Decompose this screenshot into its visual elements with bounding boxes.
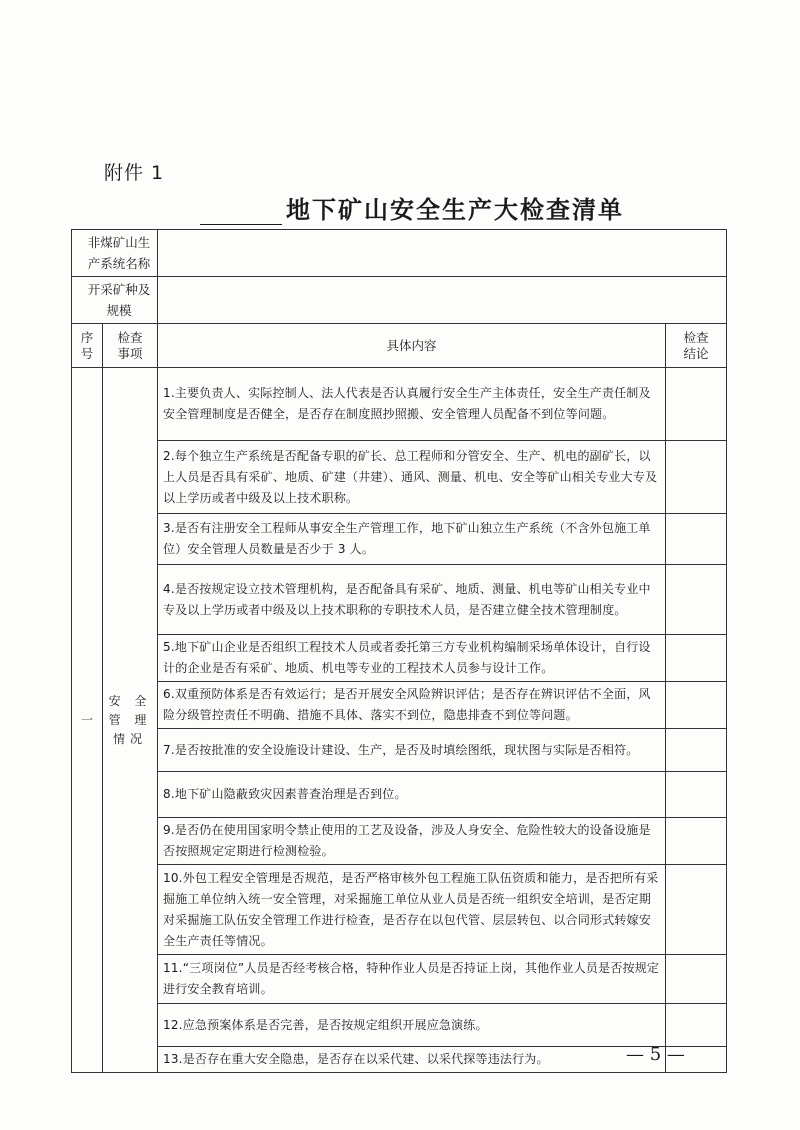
section-category-line3: 情况	[113, 731, 148, 746]
table-row	[72, 772, 727, 818]
title-blank-line	[200, 200, 282, 225]
table-row	[72, 818, 727, 865]
header-item-line2: 事项	[117, 345, 143, 361]
title-row	[200, 190, 624, 225]
section-category	[103, 368, 158, 1073]
header-item	[103, 324, 158, 368]
table-row	[72, 865, 727, 955]
header-conclusion-line2: 结论	[683, 345, 709, 361]
conclusion-cell	[666, 818, 727, 865]
conclusion-cell	[666, 729, 727, 772]
table-row	[72, 514, 727, 565]
header-conclusion-line1: 检查	[683, 329, 709, 345]
check-item: 13.是否存在重大安全隐患，是否存在以采代建、以采代探等违法行为。	[158, 1047, 666, 1073]
table-row	[72, 955, 727, 1004]
conclusion-cell	[666, 955, 727, 1004]
info-value-mineral-scale	[158, 277, 727, 324]
header-content: 具体内容	[158, 324, 666, 368]
conclusion-cell	[666, 441, 727, 514]
info-label-system-name: 非煤矿山生产系统名称	[72, 230, 158, 277]
header-conclusion	[666, 324, 727, 368]
table-row	[72, 441, 727, 514]
header-item-line1: 检查	[117, 329, 143, 345]
conclusion-cell	[666, 514, 727, 565]
info-label-mineral-scale: 开采矿种及规模	[72, 277, 158, 324]
section-category-line2: 管 理	[108, 712, 152, 727]
table-row	[72, 1004, 727, 1047]
header-seq-line1: 序	[80, 329, 94, 345]
check-item: 2.每个独立生产系统是否配备专职的矿长、总工程师和分管安全、生产、机电的副矿长，以上人员是否具有采矿、地质、矿建（井建）、通风、测量、机电、安全等矿山相关专业大专及以上学历或者中级及以上技术职称。	[158, 441, 666, 514]
info-row	[72, 277, 727, 324]
check-item: 12.应急预案体系是否完善，是否按规定组织开展应急演练。	[158, 1004, 666, 1047]
info-row	[72, 230, 727, 277]
check-item: 4.是否按规定设立技术管理机构，是否配备具有采矿、地质、测量、机电等矿山相关专业中专及以上学历或者中级及以上技术职称的专职技术人员，是否建立健全技术管理制度。	[158, 565, 666, 635]
table-row	[72, 565, 727, 635]
check-item: 6.双重预防体系是否有效运行；是否开展安全风险辨识评估；是否存在辨识评估不全面，风险分级管控责任不明确、措施不具体、落实不到位，隐患排查不到位等问题。	[158, 682, 666, 729]
conclusion-cell	[666, 772, 727, 818]
conclusion-cell	[666, 865, 727, 955]
section-category-line1: 安 全	[108, 693, 152, 708]
check-item: 10.外包工程安全管理是否规范，是否严格审核外包工程施工队伍资质和能力，是否把所有采掘施工单位纳入统一安全管理，对采掘施工单位从业人员是否统一组织安全培训，是否定期对采掘施工队伍安全管理工作进行检查，是否存在以包代管、层层转包、以合同形式转嫁安全生产责任等情况。	[158, 865, 666, 955]
check-item: 8.地下矿山隐蔽致灾因素普查治理是否到位。	[158, 772, 666, 818]
section-number: 一	[72, 368, 103, 1073]
table-row	[72, 368, 727, 441]
conclusion-cell	[666, 635, 727, 682]
table-row	[72, 729, 727, 772]
check-item: 7.是否按批准的安全设施设计建设、生产，是否及时填绘图纸，现状图与实际是否相符。	[158, 729, 666, 772]
page-title: 地下矿山安全生产大检查清单	[286, 195, 624, 224]
conclusion-cell	[666, 565, 727, 635]
header-row	[72, 324, 727, 368]
page-number: — 5 —	[626, 1044, 685, 1065]
check-item: 1.主要负责人、实际控制人、法人代表是否认真履行安全生产主体责任，安全生产责任制及安全管理制度是否健全，是否存在制度照抄照搬、安全管理人员配备不到位等问题。	[158, 368, 666, 441]
table-row	[72, 682, 727, 729]
header-seq	[72, 324, 103, 368]
conclusion-cell	[666, 1004, 727, 1047]
check-item: 3.是否有注册安全工程师从事安全生产管理工作，地下矿山独立生产系统（不含外包施工单位）安全管理人员数量是否少于 3 人。	[158, 514, 666, 565]
table-row	[72, 635, 727, 682]
check-item: 5.地下矿山企业是否组织工程技术人员或者委托第三方专业机构编制采场单体设计，自行设计的企业是否有采矿、地质、机电等专业的工程技术人员参与设计工作。	[158, 635, 666, 682]
attachment-label: 附件 1	[104, 162, 165, 184]
info-value-system-name	[158, 230, 727, 277]
header-seq-line2: 号	[80, 345, 94, 361]
inspection-table	[71, 229, 727, 1073]
conclusion-cell	[666, 368, 727, 441]
conclusion-cell	[666, 682, 727, 729]
check-item: 9.是否仍在使用国家明令禁止使用的工艺及设备，涉及人身安全、危险性较大的设备设施是否按照规定定期进行检测检验。	[158, 818, 666, 865]
check-item: 11.“三项岗位”人员是否经考核合格，特种作业人员是否持证上岗，其他作业人员是否按规定进行安全教育培训。	[158, 955, 666, 1004]
